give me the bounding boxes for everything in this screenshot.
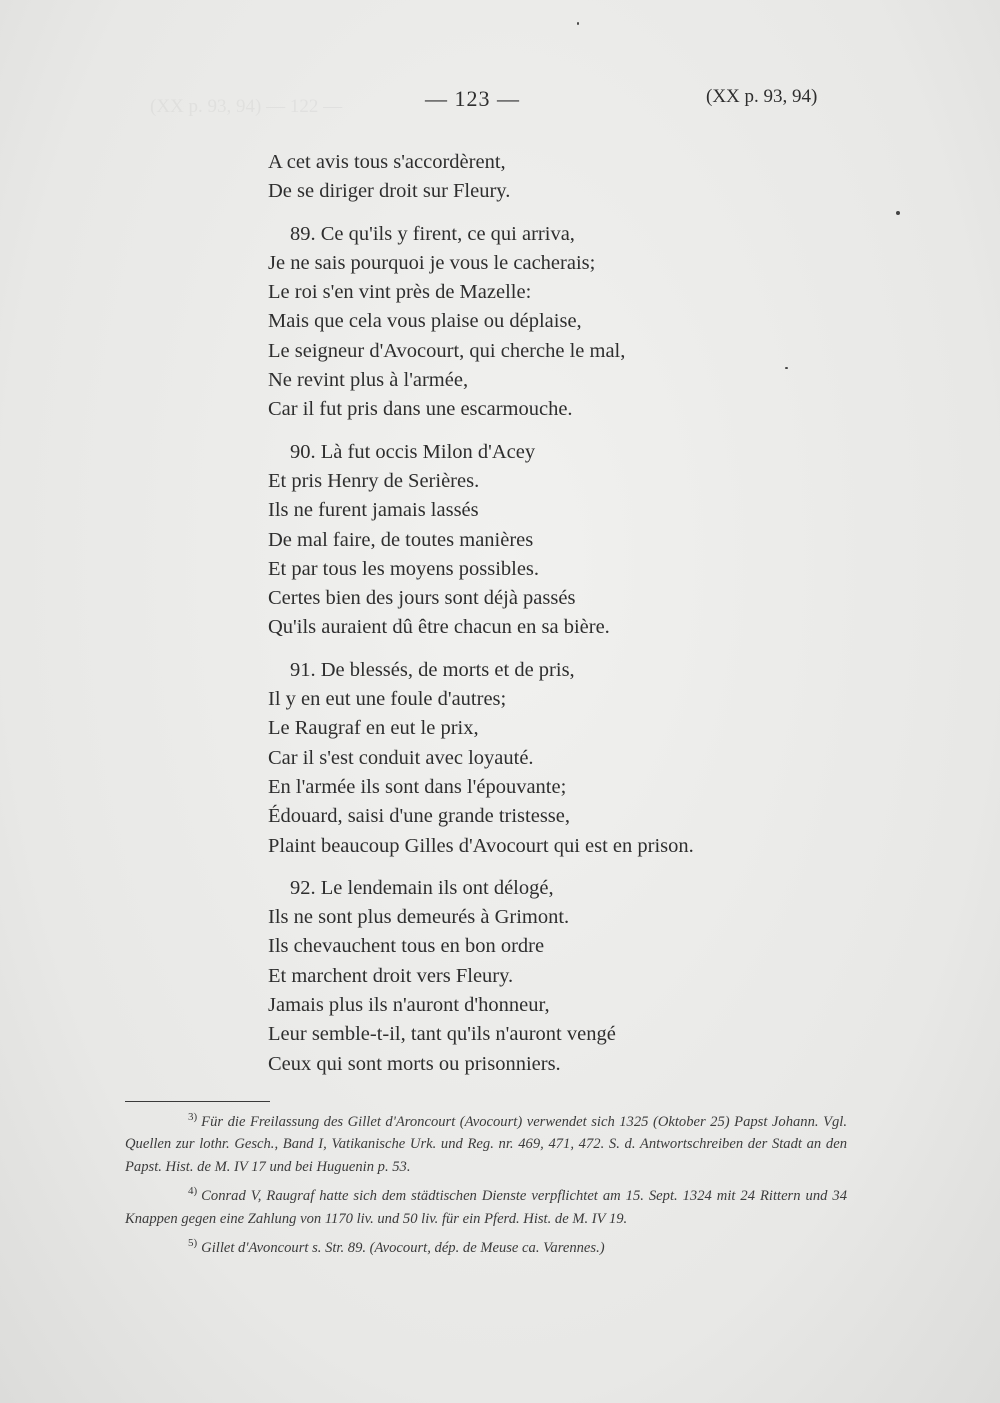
- dust-speck: [577, 22, 579, 25]
- page-number: — 123 —: [425, 86, 520, 111]
- source-reference: (XX p. 93, 94): [706, 86, 818, 107]
- verse-line: Car il fut pris dans une escarmouche.: [268, 398, 573, 421]
- poem-text: [268, 148, 828, 1079]
- verse-line: En l'armée ils sont dans l'épouvante;: [268, 775, 567, 798]
- footnote-number: 4): [188, 1185, 198, 1198]
- footnote-text: Conrad V, Raugraf hatte sich dem städtischen Dienste verpflichtet am 15. Sept. 1324 mit 24 Rittern und 34 Knappen gegen eine Zahlung von 1170 liv. und 50 liv. für ein Pferd. Hist. de M. IV 19.: [125, 1188, 847, 1227]
- verse-line: De se diriger droit sur Fleury.: [268, 180, 511, 203]
- verse-line: Édouard, saisi d'une grande tristesse,: [268, 805, 571, 828]
- verse-line: Je ne sais pourquoi je vous le cacherais;: [268, 251, 596, 274]
- footnotes: [125, 1106, 847, 1262]
- verse-line: Leur semble-t-il, tant qu'ils n'auront vengé: [268, 1023, 616, 1046]
- verse-line: Qu'ils auraient dû être chacun en sa bière.: [268, 616, 610, 639]
- verse-line: Le Raugraf en eut le prix,: [268, 717, 479, 740]
- verse-line: 91. De blessés, de morts et de pris,: [290, 658, 575, 681]
- footnote-text: Für die Freilassung des Gillet d'Aroncourt (Avocourt) verwendet sich 1325 (Oktober 25) Papst Johann. Vgl. Quellen zur lothr. Gesch., Band I, Vatikanische Urk. und Reg. nr. 469, 471, 472. S. d. Antwortschreiben der Stadt an den Papst. Hist. de M. IV 17 und bei Huguenin p. 53.: [125, 1113, 847, 1175]
- footnote: [125, 1106, 847, 1178]
- verse-line: De mal faire, de toutes manières: [268, 528, 534, 551]
- show-through-text: (XX p. 93, 94) — 122 —: [150, 96, 343, 117]
- verse-line: Plaint beaucoup Gilles d'Avocourt qui est en prison.: [268, 834, 694, 857]
- verse-line: Ceux qui sont morts ou prisonniers.: [268, 1052, 561, 1075]
- verse-line: 92. Le lendemain ils ont délogé,: [290, 876, 554, 899]
- verse-line: Ils chevauchent tous en bon ordre: [268, 935, 545, 958]
- footnote: [125, 1232, 847, 1259]
- verse-line: Il y en eut une foule d'autres;: [268, 688, 507, 711]
- footnote: [125, 1180, 847, 1230]
- verse-line: Le roi s'en vint près de Mazelle:: [268, 281, 532, 304]
- verse-line: Le seigneur d'Avocourt, qui cherche le mal,: [268, 339, 626, 362]
- verse-line: Et marchent droit vers Fleury.: [268, 964, 514, 987]
- verse-line: 90. Là fut occis Milon d'Acey: [290, 440, 536, 463]
- verse-line: Ils ne furent jamais lassés: [268, 499, 479, 522]
- stanza: [268, 220, 828, 425]
- verse-line: A cet avis tous s'accordèrent,: [268, 151, 506, 173]
- verse-line: Car il s'est conduit avec loyauté.: [268, 746, 534, 769]
- verse-line: Mais que cela vous plaise ou déplaise,: [268, 310, 582, 333]
- verse-line: Ne revint plus à l'armée,: [268, 369, 469, 392]
- verse-line: Et par tous les moyens possibles.: [268, 557, 540, 580]
- footnote-divider: [125, 1101, 270, 1102]
- footnote-number: 3): [188, 1111, 198, 1123]
- verse-line: Et pris Henry de Serières.: [268, 469, 480, 492]
- stanza: [268, 656, 828, 861]
- stanza: [268, 438, 828, 643]
- footnote-text: Gillet d'Avoncourt s. Str. 89. (Avocourt, dép. de Meuse ca. Varennes.): [201, 1240, 605, 1257]
- footnote-number: 5): [188, 1237, 198, 1250]
- verse-line: Certes bien des jours sont déjà passés: [268, 587, 576, 610]
- dust-speck: [896, 211, 900, 215]
- stanza: [268, 148, 828, 207]
- stanza: [268, 874, 828, 1079]
- verse-line: Ils ne sont plus demeurés à Grimont.: [268, 906, 570, 929]
- verse-line: 89. Ce qu'ils y firent, ce qui arriva,: [290, 222, 575, 245]
- verse-line: Jamais plus ils n'auront d'honneur,: [268, 994, 550, 1017]
- dust-speck: [785, 367, 788, 369]
